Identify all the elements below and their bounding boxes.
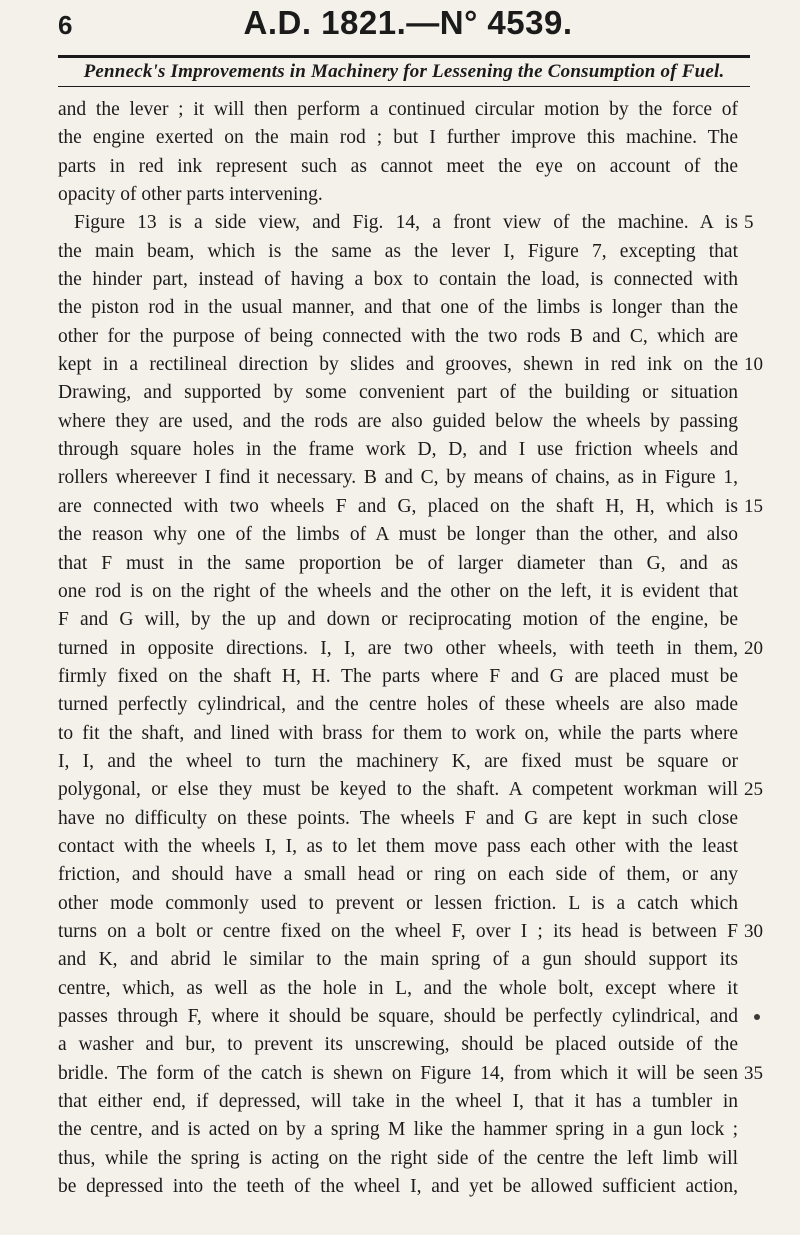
margin-line-number: 5: [744, 212, 754, 234]
text-line: the centre, and is acted on by a spring M like the hammer spring in a gun lock ;: [58, 1119, 738, 1141]
text-line: F and G will, by the up and down or reciprocating motion of the engine, be: [58, 609, 738, 631]
text-line: passes through F, where it should be square, should be perfectly cylindrical, and: [58, 1006, 738, 1027]
margin-line-number: 15: [744, 495, 763, 517]
running-title: Penneck's Improvements in Machinery for Lessening the Consumption of Fuel.: [83, 61, 725, 82]
text-line: and K, and abrid le similar to the main spring of a gun should support its: [58, 949, 738, 971]
text-line: opacity of other parts intervening.: [58, 184, 323, 206]
text-line: thus, while the spring is acting on the right side of the centre the left limb will: [58, 1147, 738, 1169]
text-line: be depressed into the teeth of the wheel I, and yet be allowed sufficient action,: [58, 1176, 738, 1198]
page-header: [58, 4, 758, 50]
text-line: to fit the shaft, and lined with brass for them to work on, while the parts where: [58, 722, 738, 744]
text-line: rollers whereever I find it necessary. B and C, by means of chains, as in Figure 1,: [58, 467, 738, 489]
text-line: contact with the wheels I, I, as to let them move pass each other with the least: [58, 835, 738, 857]
text-line: and the lever ; it will then perform a continued circular motion by the force of: [58, 99, 738, 120]
text-line: turned in opposite directions. I, I, are two other wheels, with teeth in them,: [58, 637, 738, 659]
text-line: other mode commonly used to prevent or lessen friction. L is a catch which: [58, 892, 738, 914]
margin-line-number: 20: [744, 637, 763, 659]
text-line: bridle. The form of the catch is shewn on Figure 14, from which it will be seen: [58, 1062, 738, 1084]
text-line: that F must in the same proportion be of larger diameter than G, and as: [58, 552, 738, 574]
text-line: centre, which, as well as the hole in L, and the whole bolt, except where it: [58, 977, 738, 999]
text-line: turned perfectly cylindrical, and the centre holes of these wheels are also made: [58, 694, 738, 716]
text-line: that either end, if depressed, will take in the wheel I, that it has a tumbler in: [58, 1091, 738, 1113]
header-rule-thick: [58, 55, 750, 58]
text-line: turns on a bolt or centre fixed on the wheel F, over I ; its head is between F: [58, 920, 738, 942]
margin-line-number: 30: [744, 921, 763, 943]
margin-line-number: 35: [744, 1062, 763, 1084]
margin-dot-mark: [754, 1014, 760, 1020]
text-line: other for the purpose of being connected with the two rods B and C, which are: [58, 325, 738, 347]
page-number: 6: [58, 10, 73, 40]
text-line: friction, and should have a small head or ring on each side of them, or any: [58, 864, 738, 886]
margin-line-number: 10: [744, 354, 763, 376]
header-title: A.D. 1821.—N° 4539.: [243, 4, 573, 41]
text-line: a washer and bur, to prevent its unscrewing, should be placed outside of the: [58, 1034, 738, 1056]
text-line: have no difficulty on these points. The wheels F and G are kept in such close: [58, 807, 738, 829]
margin-line-number: 25: [744, 779, 763, 801]
text-line: Figure 13 is a side view, and Fig. 14, a front view of the machine. A is: [74, 212, 738, 234]
text-line: kept in a rectilineal direction by slides and grooves, shewn in red ink on the: [58, 354, 738, 376]
text-line: the hinder part, instead of having a box to contain the load, is connected with: [58, 269, 738, 291]
text-line: where they are used, and the rods are also guided below the wheels by passing: [58, 410, 738, 432]
text-line: parts in red ink represent such as cannot meet the eye on account of the: [58, 155, 738, 177]
text-line: the main beam, which is the same as the lever I, Figure 7, excepting that: [58, 240, 738, 262]
text-line: the engine exerted on the main rod ; but I further improve this machine. The: [58, 127, 738, 149]
text-line: Drawing, and supported by some convenient part of the building or situation: [58, 382, 738, 404]
text-line: are connected with two wheels F and G, placed on the shaft H, H, which is: [58, 495, 738, 517]
text-line: the piston rod in the usual manner, and that one of the limbs is longer than the: [58, 297, 738, 319]
text-line: one rod is on the right of the wheels and the other on the left, it is evident that: [58, 580, 738, 602]
text-line: polygonal, or else they must be keyed to the shaft. A competent workman will: [58, 779, 738, 801]
text-line: the reason why one of the limbs of A must be longer than the other, and also: [58, 524, 738, 546]
body-text: [58, 96, 738, 1201]
text-line: firmly fixed on the shaft H, H. The parts where F and G are placed must be: [58, 665, 738, 687]
header-rule-thin: [58, 86, 750, 87]
text-line: I, I, and the wheel to turn the machinery K, are fixed must be square or: [58, 750, 738, 772]
text-line: through square holes in the frame work D, D, and I use friction wheels and: [58, 439, 738, 461]
